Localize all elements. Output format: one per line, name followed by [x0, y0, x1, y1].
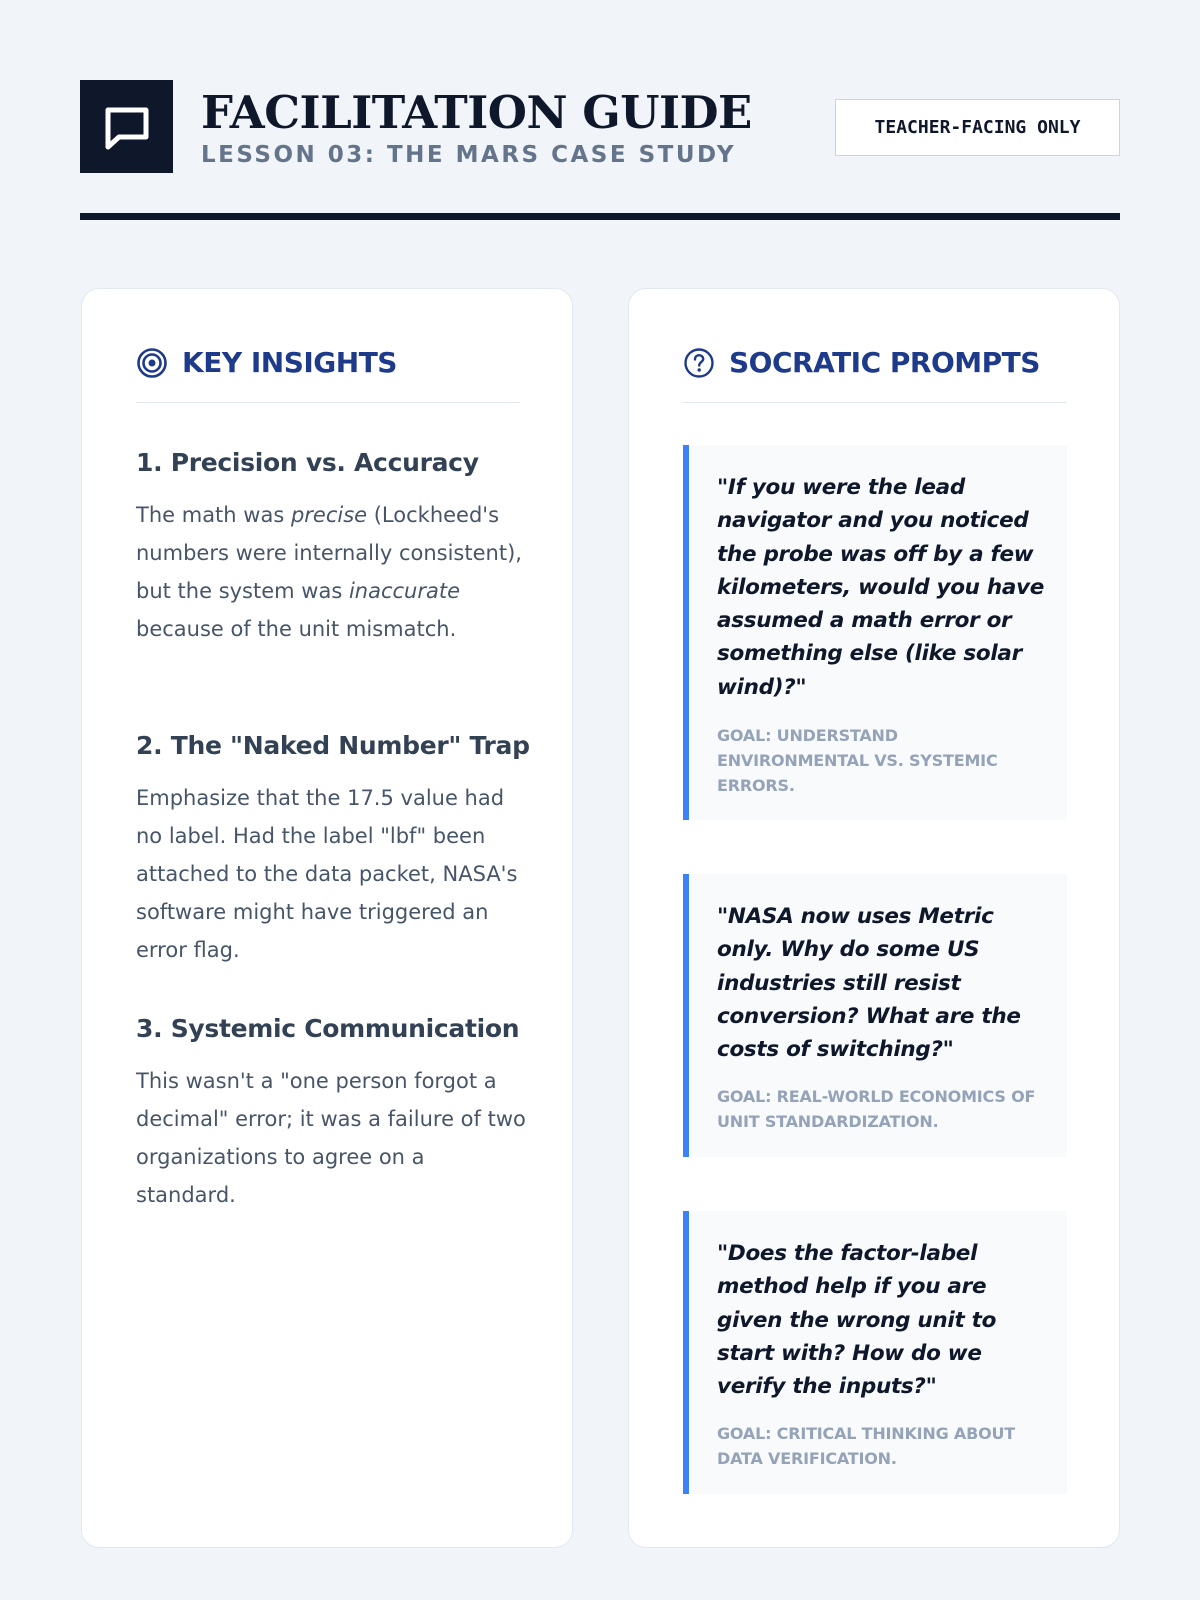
- key-insights-header: [136, 347, 520, 403]
- prompt-goal: GOAL: REAL-WORLD ECONOMICS OF UNIT STANDARDIZATION.: [717, 1087, 1036, 1131]
- key-insights-card: [81, 288, 573, 1548]
- target-icon: [136, 347, 168, 379]
- insight-item: [136, 730, 528, 969]
- socratic-prompts-header: [683, 347, 1067, 403]
- prompt-question: "Does the factor-label method help if you are given the wrong unit to start with? How do we verify the inputs?": [717, 1241, 997, 1400]
- socratic-prompts-heading: SOCRATIC PROMPTS: [729, 346, 1040, 379]
- header-divider: [80, 213, 1120, 220]
- prompt-card: [683, 1211, 1067, 1494]
- insight-item: [136, 1013, 528, 1214]
- insight-title: 2. The "Naked Number" Trap: [136, 731, 530, 760]
- insight-item: [136, 447, 528, 648]
- prompt-goal: GOAL: UNDERSTAND ENVIRONMENTAL VS. SYSTEMIC ERRORS.: [717, 726, 998, 795]
- speech-bubble-icon: [101, 101, 153, 153]
- logo: [80, 80, 173, 173]
- insight-title: 1. Precision vs. Accuracy: [136, 448, 479, 477]
- insight-title: 3. Systemic Communication: [136, 1014, 520, 1043]
- insight-body: This wasn't a "one person forgot a decimal" error; it was a failure of two organizations to agree on a standard.: [136, 1069, 526, 1207]
- lesson-subtitle: LESSON 03: THE MARS CASE STUDY: [201, 142, 737, 168]
- prompt-card: [683, 445, 1067, 820]
- prompt-card: [683, 874, 1067, 1157]
- key-insights-heading: KEY INSIGHTS: [182, 346, 397, 379]
- prompt-question: "If you were the lead navigator and you noticed the probe was off by a few kilometers, would you have assumed a math error or something else (like solar wind)?": [717, 475, 1045, 700]
- page-title: FACILITATION GUIDE: [201, 86, 752, 139]
- insight-body: The math was precise (Lockheed's numbers were internally consistent), but the system was inaccurate because of the unit mismatch.: [136, 503, 522, 641]
- question-circle-icon: [683, 347, 715, 379]
- prompt-goal: GOAL: CRITICAL THINKING ABOUT DATA VERIFICATION.: [717, 1424, 1016, 1468]
- audience-badge: TEACHER-FACING ONLY: [835, 99, 1120, 156]
- prompt-question: "NASA now uses Metric only. Why do some US industries still resist conversion? What are the costs of switching?": [717, 904, 1021, 1063]
- insight-body: Emphasize that the 17.5 value had no label. Had the label "lbf" been attached to the data packet, NASA's software might have triggered an error flag.: [136, 786, 518, 962]
- socratic-prompts-card: [628, 288, 1120, 1548]
- page-header: [80, 80, 1120, 220]
